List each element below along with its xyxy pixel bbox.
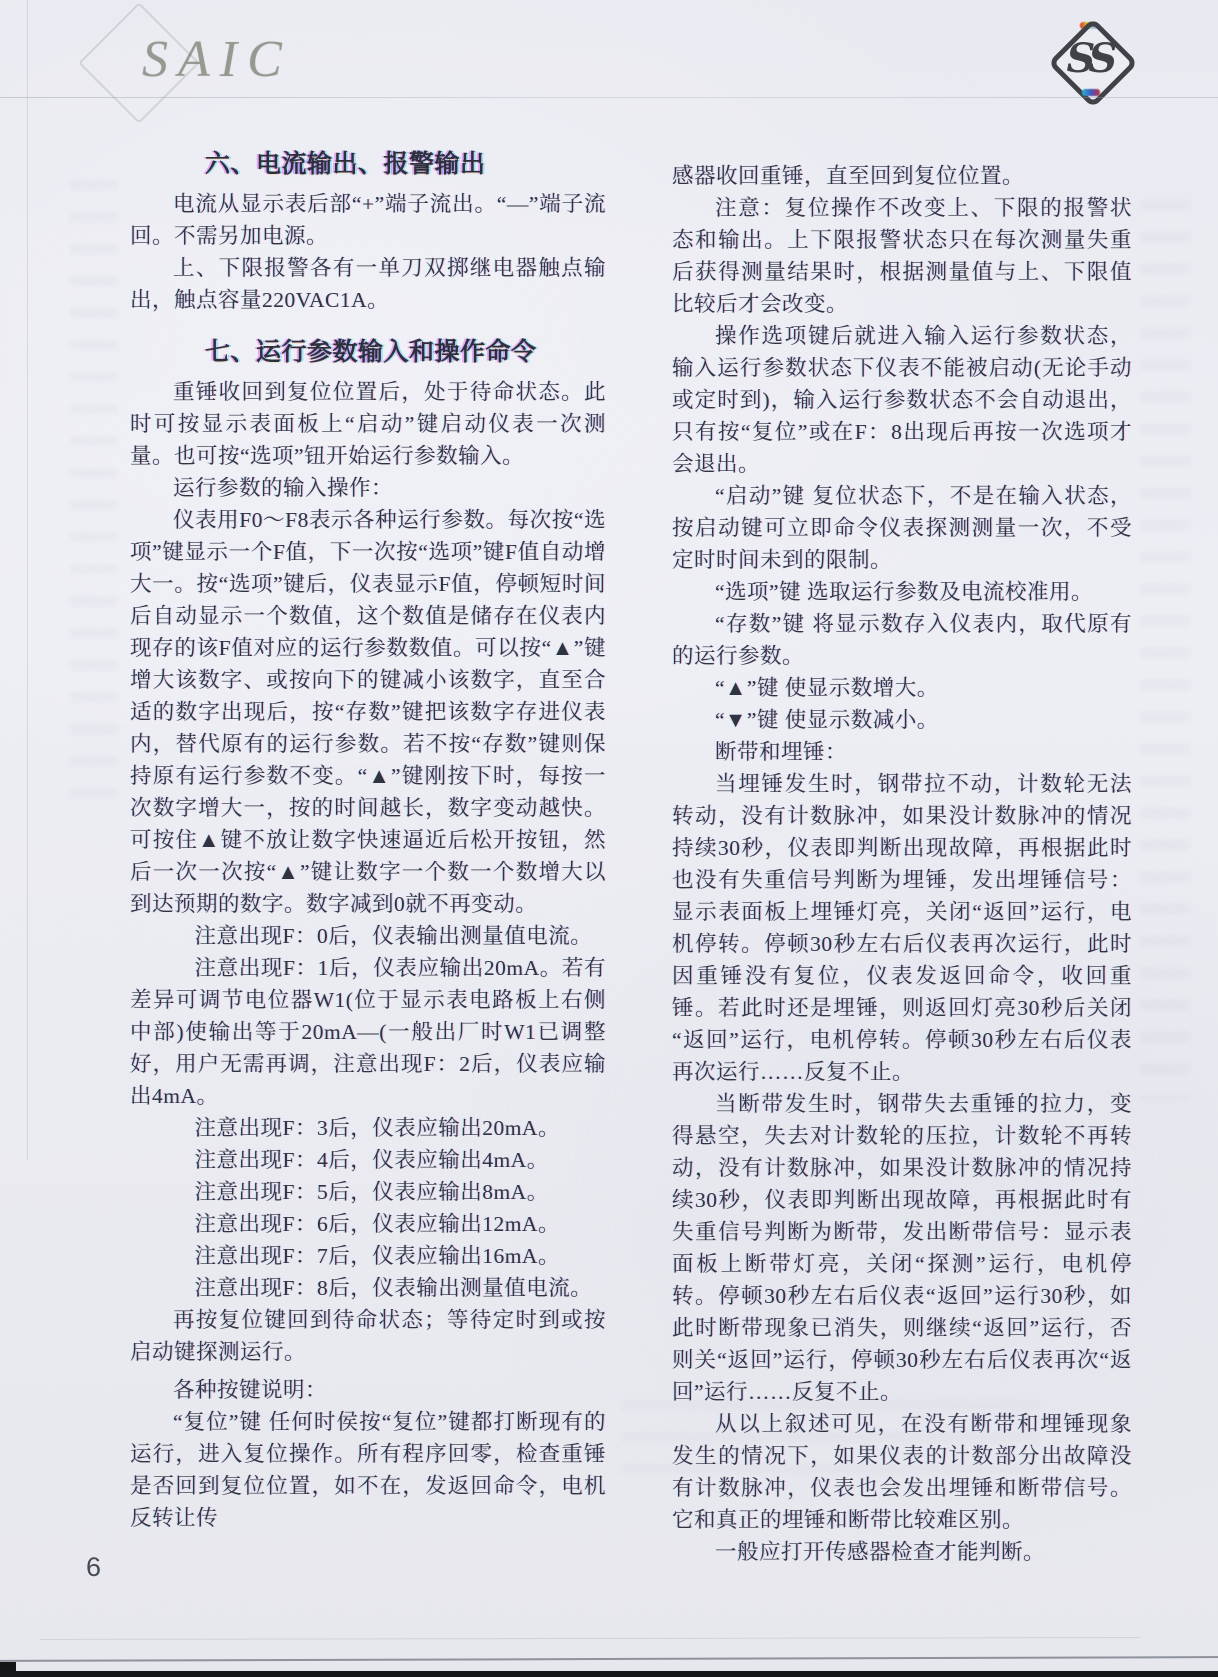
section-heading-7: 七、运行参数输入和操作命令 [205,339,537,366]
paragraph: 再按复位键回到待命状态；等待定时到或按启动键探测运行。 [130,1308,606,1364]
left-column [130,148,606,1534]
paragraph: 仪表用F0～F8表示各种运行参数。每次按“选项”键显示一个F值，下一次按“选项”键F值自动增大一。按“选项”键后，仪表显示F值，停顿短时间后自动显示一个数值，这个数值是储存在仪表内现存的该F值对应的运行参数数值。可以按“▲”键增大该数字、或按向下的键减小该数字，直至合适的数字出现后，按“存数”键把该数字存进仪表内，替代原有的运行参数。若不按“存数”键则保持原有运行参数不变。“▲”键刚按下时，每按一次数字增大一，按的时间越长，数字变动越快。可按住▲键不放让数字快速逼近后松开按钮，然后一次一次按“▲”键让数字一个数一个数增大以到达预期的数字。数字减到0就不再变动。 [130,508,606,916]
footer-rule [0,1656,1218,1662]
paragraph: “▲”键 使显示数增大。 [715,676,939,700]
paragraph: “启动”键 复位状态下，不是在输入状态，按启动键可立即命令仪表探测测量一次，不受定时时间未到的限制。 [672,484,1132,572]
bleed-through-smudge [70,180,118,800]
paragraph: 各种按键说明： [173,1378,328,1402]
note-line: 注意出现F：3后，仪表应输出20mA。 [194,1116,560,1140]
continuation-line: 感器收回重锤，直至回到复位位置。 [672,164,1025,188]
brand-text: SAIC [142,31,292,88]
note-line: 注意出现F：7后，仪表应输出16mA。 [194,1244,560,1268]
note-line: 注意出现F：4后，仪表应输出4mA。 [194,1148,549,1172]
right-column [672,160,1132,1568]
paragraph: 当断带发生时，钢带失去重锤的拉力，变得悬空，失去对计数轮的压拉，计数轮不再转动，没有计数脉冲，如果没计数脉冲的情况持续30秒，仪表即判断出现故障，再根据此时有失重信号判断为断带，发出断带信号：显示表面板上断带灯亮，关闭“探测”运行，电机停转。停顿30秒左右后仪表“返回”运行30秒，如此时断带现象已消失，则继续“返回”运行，否则关“返回”运行，停顿30秒左右后仪表再次“返回”运行……反复不止。 [672,1092,1132,1404]
paragraph: 上、下限报警各有一单刀双掷继电器触点输出，触点容量220VAC1A。 [130,256,606,312]
paragraph: 一般应打开传感器检查才能判断。 [715,1540,1046,1564]
note-line: 注意出现F：0后，仪表输出测量值电流。 [194,924,593,948]
paper-fold-line [27,0,28,1160]
paragraph: “复位”键 任何时侯按“复位”键都打断现有的运行，进入复位操作。所有程序回零，检查重锤是否回到复位位置，如不在，发返回命令，电机反转让传 [130,1410,606,1530]
footer-faint-rule [40,1637,1140,1640]
bleed-through-smudge [1140,200,1190,1100]
ss-diamond-logo [1046,16,1132,102]
paragraph: “▼”键 使显示数减小。 [715,708,939,732]
scan-bottom-edge [0,1671,1218,1677]
paragraph: 电流从显示表后部“+”端子流出。“—”端子流回。不需另加电源。 [130,192,606,248]
paragraph: “选项”键 选取运行参数及电流校准用。 [715,580,1093,604]
paragraph: 操作选项键后就进入输入运行参数状态，输入运行参数状态下仪表不能被启动(无论手动或定时到)，输入运行参数状态不会自动退出，只有按“复位”或在F：8出现后再按一次选项才会退出。 [672,324,1132,476]
page-number: 6 [86,1552,102,1582]
note-line: 注意出现F：5后，仪表应输出8mA。 [194,1180,549,1204]
svg-text:SS: SS [1066,35,1112,82]
section-heading-6: 六、电流输出、报警输出 [205,151,486,178]
paragraph: 断带和埋锤： [715,740,848,764]
note-line: 注意出现F：8后，仪表输出测量值电流。 [194,1276,593,1300]
paragraph: 当埋锤发生时，钢带拉不动，计数轮无法转动，没有计数脉冲，如果没计数脉冲的情况持续30秒，仪表即判断出现故障，再根据此时也没有失重信号判断为埋锤，发出埋锤信号：显示表面板上埋锤灯亮，关闭“返回”运行，电机停转。停顿30秒左右后仪表再次运行，此时因重锤没有复位，仪表发返回命令，收回重锤。若此时还是埋锤，则返回灯亮30秒后关闭“返回”运行，电机停转。停顿30秒左右后仪表再次运行……反复不止。 [672,772,1132,1084]
paragraph: “存数”键 将显示数存入仪表内，取代原有的运行参数。 [672,612,1132,668]
header-rule [0,97,1218,98]
paragraph: 运行参数的输入操作： [173,476,394,500]
paragraph: 注意：复位操作不改变上、下限的报警状态和输出。上下限报警状态只在每次测量失重后获得测量结果时，根据测量值与上、下限值比较后才会改变。 [672,196,1132,316]
note-line: 注意出现F：6后，仪表应输出12mA。 [194,1212,560,1236]
note-line: 注意出现F：1后，仪表应输出20mA。若有差异可调节电位器W1(位于显示表电路板上右侧中部)使输出等于20mA—(一般出厂时W1已调整好，用户无需再调，注意出现F：2后，仪表应输出4mA。 [130,956,606,1108]
paragraph: 从以上叙述可见，在没有断带和埋锤现象发生的情况下，如果仪表的计数部分出故障没有计数脉冲，仪表也会发出埋锤和断带信号。它和真正的埋锤和断带比较难区别。 [672,1412,1132,1532]
logo-rainbow-tip-icon [1082,89,1100,96]
paragraph: 重锤收回到复位位置后，处于待命状态。此时可按显示表面板上“启动”键启动仪表一次测量。也可按“选项”钮开始运行参数输入。 [130,380,606,468]
